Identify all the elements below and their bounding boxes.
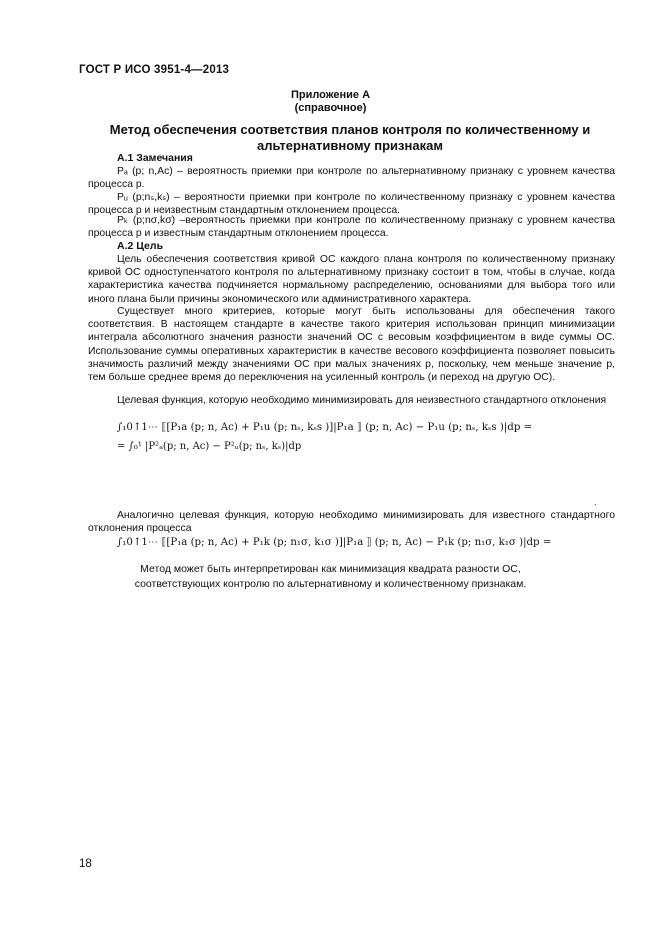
main-title bbox=[80, 122, 620, 154]
main-title-line1: Метод обеспечения соответствия планов контроля по количественному и bbox=[109, 122, 591, 137]
formula-unknown-sigma-line2: = ∫₀¹ |P²ₐ(p; n, Ac) − P²ᵤ(p; nₛ, kₛ)|dp bbox=[117, 441, 302, 452]
stray-dot: . bbox=[594, 497, 597, 507]
main-title-line2: альтернативному признакам bbox=[257, 138, 443, 153]
section-a1-heading: А.1 Замечания bbox=[117, 152, 193, 164]
section-a2-p2 bbox=[88, 305, 615, 384]
section-a2-p3 bbox=[88, 394, 615, 407]
section-a2-p1 bbox=[88, 253, 615, 306]
section-a1-p1 bbox=[88, 165, 615, 191]
final-line1: Метод может быть интерпретирован как минимизация квадрата разности ОС, bbox=[140, 563, 521, 575]
section-a1-p3 bbox=[88, 214, 615, 240]
page-number: 18 bbox=[79, 858, 92, 870]
section-a2-p4 bbox=[88, 509, 615, 535]
appendix-title: Приложение А bbox=[290, 89, 371, 101]
final-line2: соответствующих контролю по альтернативному и количественному признакам. bbox=[134, 578, 527, 590]
formula-unknown-sigma-line1: ∫₁0↑1⋯ ⟦[P₁a (p; n, Ac) + P₁u (p; nₛ, kₛs )]|P₁a ⟧ (p; n, Ac) − P₁u (p; nₛ, kₛs )|dp = bbox=[117, 422, 533, 433]
section-a2-p3-text: Целевая функция, которую необходимо минимизировать для неизвестного стандартного отклонения bbox=[117, 395, 607, 406]
section-a2-p1-text: Цель обеспечения соответствия кривой ОС каждого плана контроля по количественному признаку кривой ОС одноступенчатого контроля по альтернативному признаку состоит в том, чтобы в случае, когда характеристика качества подчиняется нормальному распределению, основаниями для выбора того или иного плана были причины экономического или административного характера. bbox=[88, 254, 615, 305]
section-a2-p4-text: Аналогично целевая функция, которую необходимо минимизировать для известного стандартного отклонения процесса bbox=[88, 510, 615, 535]
section-a2-heading: А.2 Цель bbox=[117, 240, 164, 252]
standard-header: ГОСТ Р ИСО 3951-4—2013 bbox=[79, 64, 230, 76]
section-a1-p2-text: Pᵤ (p;nₛ,kₛ) – вероятности приемки при контроле по количественному признаку с уровнем качества процесса p и неизвестным стандартным отклонением процесса. bbox=[88, 192, 615, 217]
section-a1-p3-text: Pₖ (p;nσ,kσ) –вероятность приемки при контроле по количественному признаку с уровнем качества процесса p и известным стандартным отклонением процесса. bbox=[88, 215, 615, 240]
formula-known-sigma: ∫₁0↑1⋯ ⟦[P₁a (p; n, Ac) + P₁k (p; n₁σ, k₁σ )]|P₁a ⟧ (p; n, Ac) − P₁k (p; n₁σ, k₁σ )|dp = bbox=[117, 537, 552, 548]
appendix-note: (справочное) bbox=[294, 102, 367, 114]
section-a2-p2-text: Существует много критериев, которые могут быть использованы для обеспечения такого соответствия. В настоящем стандарте в качестве такого критерия использован принцип минимизации интеграла абсолютного значения разности значений ОС с весовым коэффициентом в виде суммы ОС. Использование суммы оперативных характеристик в качестве весового коэффициента позволяет повысить значимость различий между значениями ОС при малых значениях p, поскольку, чем меньше значение p, тем больше среднее время до переключения на усиленный контроль (и переход на другую ОС). bbox=[88, 306, 615, 384]
section-a1-p1-text: Pₐ (p; n,Ac) – вероятность приемки при контроле по альтернативному признаку с уровнем качества процесса p. bbox=[88, 166, 615, 191]
